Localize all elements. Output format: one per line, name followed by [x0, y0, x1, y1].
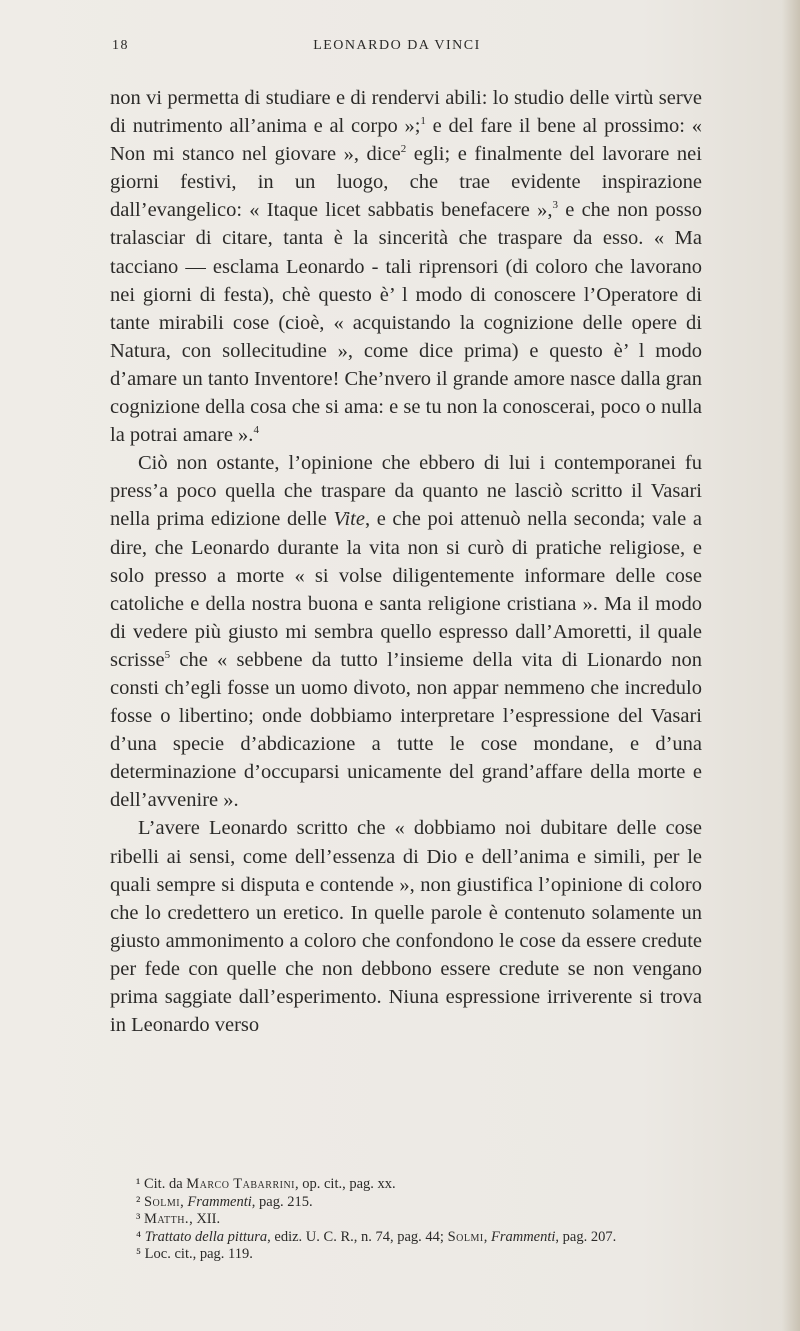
text-run: , pag. 215. [251, 1193, 313, 1210]
italic-text: Frammenti [187, 1193, 252, 1210]
author-name: Solmi [143, 1193, 181, 1210]
text-run: , e che poi attenuò nella seconda; vale a dire, che Leonardo durante la vita non si curò di pratiche religiose, e solo presso a morte « si volse diligentemente informare delle cose catoliche e della nostra buona e santa religione cristiana ». Ma il modo di vedere più giusto mi sembra quello espresso dall’Amoretti, il quale scrisse [110, 508, 702, 671]
text-run: egli; e finalmente del lavorare nei giorni festivi, in un luogo, che trae evidente inspirazione dall’evangelico: « Itaque licet sabbatis benefacere », [110, 143, 702, 222]
footnote [110, 1194, 702, 1212]
body-text [110, 84, 702, 1039]
text-run: , [483, 1228, 491, 1245]
text-run: , op. cit., pag. xx. [295, 1176, 396, 1192]
footnote [110, 1246, 702, 1264]
text-run: , pag. 207. [555, 1228, 617, 1245]
text-run: Ciò non ostante, l’opinione che ebbero di lui i contemporanei fu press’a poco quella che traspare da quanto ne lasciò scritto il Vasari nella prima edizione delle [110, 452, 702, 531]
text-run: e che non posso tralasciar di citare, tanta è la sincerità che traspare da esso. « Ma tacciano — esclama Leonardo - tali riprensori (di coloro che lavorano nei giorni di festa), chè questo è’ l modo di conoscere l’Operatore di tante mirabili cose (cioè, « acquistando la cognizione delle opere di Natura, con sollecitudine », come dice prima) e questo è’ l modo d’amare un tanto Inventore! Che’nvero il grande amore nasce dalla gran cognizione della cosa che si ama: e se tu non la conoscerai, poco o nulla la potrai amare ». [110, 199, 702, 447]
footnote-ref: 3 [552, 199, 558, 212]
text-run: L’avere Leonardo scritto che « dobbiamo noi dubitare delle cose ribelli ai sensi, come dell’essenza di Dio e dell’anima e simili, per le quali sempre si disputa e contende », non giustifica l’opinione di coloro che lo credettero un eretico. In quelle parole è contenuto solamente un giusto ammonimento a coloro che confondono le cose da essere credute per fede con quelle che non debbono essere credute se non vengano prima saggiate dall’esperimento. Niuna espressione irriverente si trova in Leonardo verso [110, 817, 702, 1037]
text-run: ² [136, 1193, 144, 1210]
footnote-ref: 1 [420, 115, 426, 128]
text-run: , [180, 1193, 188, 1210]
footnote [110, 1229, 702, 1247]
author-name: Solmi [447, 1228, 484, 1245]
footnotes [110, 1176, 702, 1264]
page-header [112, 38, 682, 58]
text-run: e del fare il bene al prossimo: « Non mi stanco nel giovare », dice [110, 115, 703, 166]
running-title: LEONARDO DA VINCI [313, 38, 481, 53]
text-run: , XII. [189, 1211, 221, 1227]
text-run: non vi permetta di studiare e di rendervi abili: lo studio delle virtù serve di nutrimento all’anima e al corpo »; [110, 87, 702, 138]
author-name: Matth. [143, 1211, 190, 1227]
text-run: che « sebbene da tutto l’insieme della vita di Lionardo non consti ch’egli fosse un uomo divoto, non appar nemmeno che incredulo fosse o libertino; onde dobbiamo interpretare l’espressione del Vasari d’una specie d’abdicazione a tutte le cose mondane, e d’una determinazione d’occuparsi unicamente del grand’affare della morte e dell’avvenire ». [110, 648, 702, 812]
footnote-ref: 5 [164, 649, 171, 662]
page-edge-shadow [782, 0, 800, 1331]
text-run: ⁴ [136, 1228, 145, 1245]
text-run: ¹ Cit. da [136, 1176, 187, 1192]
italic-text: Vite [333, 508, 365, 531]
paragraph [110, 814, 702, 1039]
paragraph [110, 84, 702, 449]
page-number: 18 [112, 38, 129, 53]
paragraph [110, 449, 702, 814]
italic-text: Trattato della pittura [144, 1228, 268, 1245]
text-run: ⁵ Loc. cit., pag. 119. [136, 1246, 253, 1262]
footnote [110, 1176, 702, 1194]
footnote-ref: 4 [253, 424, 259, 437]
footnote-ref: 2 [400, 143, 407, 156]
text-run: , ediz. U. C. R., n. 74, pag. 44; [267, 1228, 448, 1245]
author-name: Marco Tabarrini [186, 1176, 295, 1192]
text-run: ³ [136, 1211, 144, 1227]
footnote [110, 1211, 702, 1229]
italic-text: Frammenti [490, 1228, 556, 1245]
